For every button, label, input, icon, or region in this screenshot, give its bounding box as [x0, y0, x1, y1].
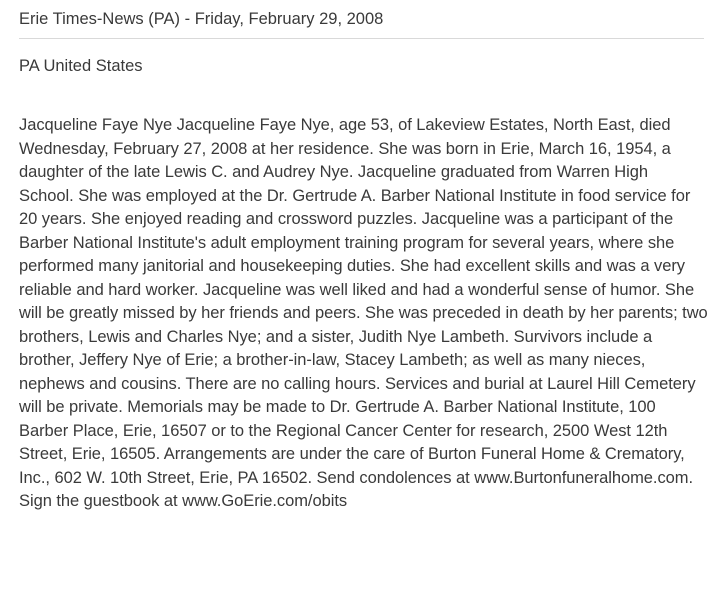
obituary-text	[19, 114, 708, 514]
obituary-line: daughter of the late Lewis C. and Audrey Nye. Jacqueline graduated from Warren High	[19, 163, 649, 181]
obituary-line: Jacqueline Faye Nye Jacqueline Faye Nye, age 53, of Lakeview Estates, North East, died	[19, 116, 671, 134]
obituary-line: 20 years. She enjoyed reading and crossword puzzles. Jacqueline was a participant of the	[19, 210, 674, 228]
divider	[19, 38, 704, 39]
obituary-line: will be private. Memorials may be made to Dr. Gertrude A. Barber National Institute, 100	[19, 398, 656, 416]
obituary-line: Sign the guestbook at www.GoErie.com/obits	[19, 492, 348, 510]
obituary-line: performed many janitorial and housekeeping duties. She had excellent skills and was a very	[19, 257, 685, 275]
obituary-line: Street, Erie, 16505. Arrangements are under the care of Burton Funeral Home & Crematory,	[19, 445, 685, 463]
obituary-line: Wednesday, February 27, 2008 at her residence. She was born in Erie, March 16, 1954, a	[19, 139, 671, 158]
obituary-line: brother, Jeffery Nye of Erie; a brother-in-law, Stacey Lambeth; as well as many nieces,	[19, 351, 646, 369]
obituary-line: Barber Place, Erie, 16507 or to the Regional Cancer Center for research, 2500 West 12th	[19, 421, 668, 440]
obituary-line: will be greatly missed by her friends and peers. She was preceded in death by her parents; two	[19, 304, 708, 322]
location-text: PA United States	[19, 57, 143, 75]
obituary-line: Inc., 602 W. 10th Street, Erie, PA 16502. Send condolences at www.Burtonfuneralhome.com.	[19, 468, 694, 487]
obituary-line: reliable and hard worker. Jacqueline was well liked and had a wonderful sense of humor. She	[19, 280, 695, 299]
source-heading: Erie Times-News (PA) - Friday, February 29, 2008	[19, 10, 384, 28]
obituary-line: brothers, Lewis and Charles Nye; and a sister, Judith Nye Lambeth. Survivors include a	[19, 327, 653, 346]
obituary-page	[19, 0, 708, 514]
obituary-line: School. She was employed at the Dr. Gertrude A. Barber National Institute in food service for	[19, 186, 691, 205]
obituary-line: Barber National Institute's adult employment training program for several years, where she	[19, 233, 675, 252]
obituary-line: nephews and cousins. There are no calling hours. Services and burial at Laurel Hill Cemetery	[19, 374, 696, 393]
